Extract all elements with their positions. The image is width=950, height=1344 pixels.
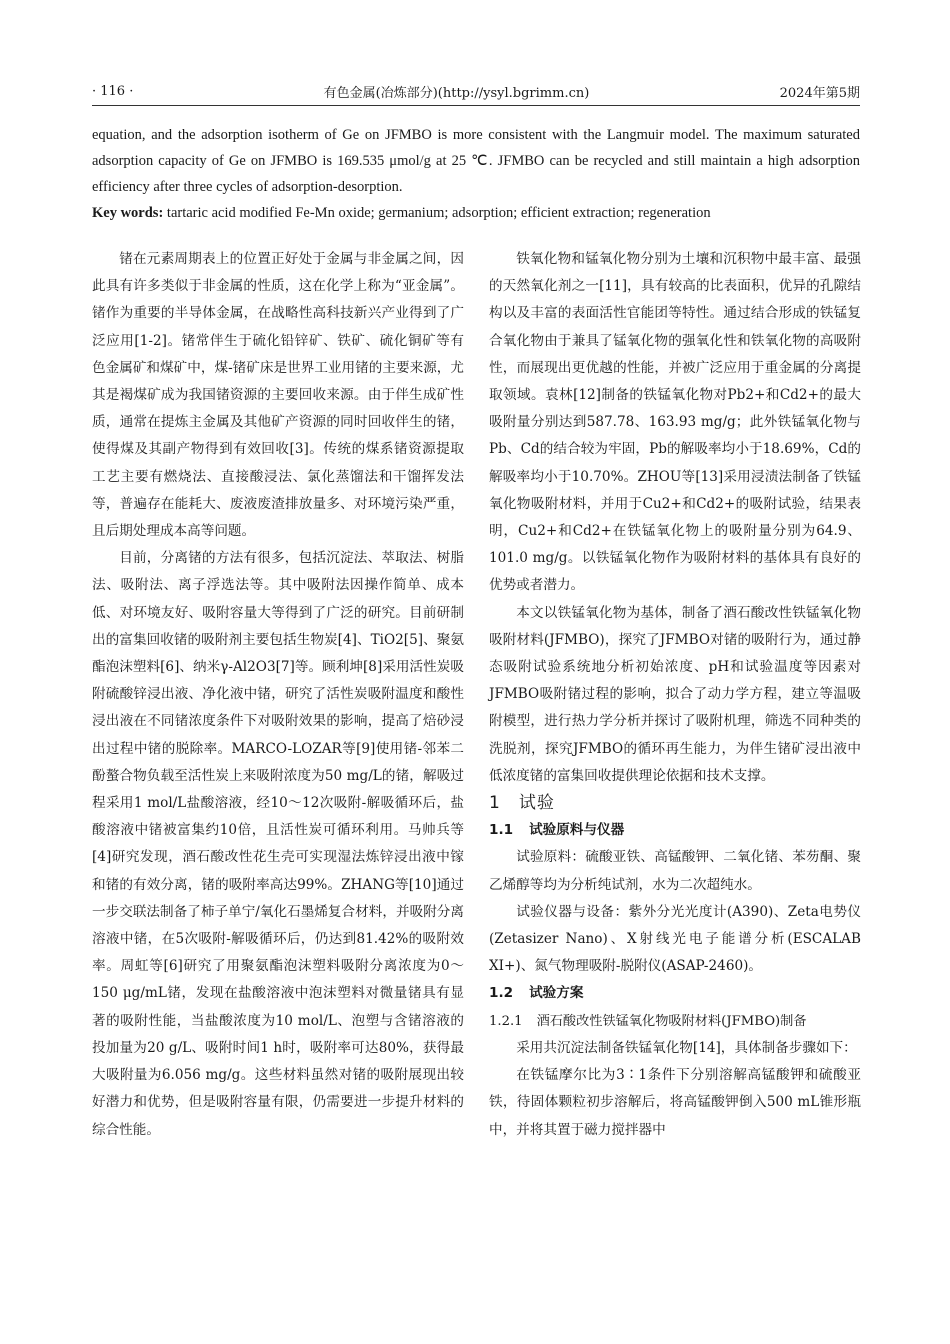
- right-column: [489, 246, 861, 1144]
- page-number: · 116 ·: [92, 83, 134, 99]
- subsection-heading: [489, 817, 861, 844]
- header-rule: [92, 105, 860, 106]
- paragraph: 试验仪器与设备：紫外分光光度计(A390)、Zeta电势仪(Zetasizer Nano)、X射线光电子能谱分析(ESCALAB XI+)、氮气物理吸附-脱附仪(ASAP-2460)。: [489, 903, 861, 975]
- section-heading: [489, 790, 861, 817]
- paragraph: 采用共沉淀法制备铁锰氧化物[14]，具体制备步骤如下：: [516, 1039, 857, 1056]
- section-number: 1: [489, 793, 501, 814]
- paragraph: 试验原料：硫酸亚铁、高锰酸钾、二氧化锗、苯芴酮、聚乙烯醇等均为分析纯试剂，水为二次超纯水。: [489, 849, 861, 893]
- paragraph: 铁氧化物和锰氧化物分别为土壤和沉积物中最丰富、最强的天然氧化剂之一[11]，具有较高的比表面积，优异的孔隙结构以及丰富的表面活性官能团等特性。通过结合形成的铁锰复合氧化物由于兼具了锰氧化物的强氧化性和铁氧化物的高吸附性，而展现出更优越的性能，并被广泛应用于重金属的分离提取领域。袁林[12]制备的铁锰氧化物对Pb2+和Cd2+的最大吸附量分别达到587.78、163.93 mg/g；此外铁锰氧化物与Pb、Cd的结合较为牢固，Pb的解吸率均小于18.69%，Cd的解吸率均小于10.70%。ZHOU等[13]采用浸渍法制备了铁锰氧化物吸附材料，并用于Cu2+和Cd2+的吸附试验，结果表明，Cu2+和Cd2+在铁锰氧化物上的吸附量分别为64.9、101.0 mg/g。以铁锰氧化物作为吸附材料的基体具有良好的优势或者潜力。: [489, 251, 861, 594]
- running-header: [92, 78, 860, 104]
- paragraph: 目前，分离锗的方法有很多，包括沉淀法、萃取法、树脂法、吸附法、离子浮选法等。其中吸附法因操作简单、成本低、对环境友好、吸附容量大等得到了广泛的研究。目前研制出的富集回收锗的吸附剂主要包括生物炭[4]、TiO2[5]、聚氨酯泡沫塑料[6]、纳米γ-Al2O3[7]等。顾利坤[8]采用活性炭吸附硫酸锌浸出液、净化液中锗，研究了活性炭吸附温度和酸性浸出液在不同锗浓度条件下对吸附效果的影响，提高了焙砂浸出过程中锗的脱除率。MARCO-LOZAR等[9]使用锗-邻苯二酚螯合物负载至活性炭上来吸附浓度为50 mg/L的锗，解吸过程采用1 mol/L盐酸溶液，经10～12次吸附-解吸循环后，盐酸溶液中锗被富集约10倍，且活性炭可循环利用。马帅兵等[4]研究发现，酒石酸改性花生壳可实现湿法炼锌浸出液中镓和锗的有效分离，锗的吸附率高达99%。ZHANG等[10]通过一步交联法制备了柿子单宁/氧化石墨烯复合材料，并吸附分离溶液中锗，在5次吸附-解吸循环后，仍达到81.42%的吸附效率。周虹等[6]研究了用聚氨酯泡沫塑料吸附分离浓度为0～150 μg/mL锗，发现在盐酸溶液中泡沫塑料对微量锗具有显著的吸附性能，当盐酸浓度为10 mol/L、泡塑与含锗溶液的投加量为20 g/L、吸附时间1 h时，吸附率可达80%，获得最大吸附量为6.056 mg/g。这些材料虽然对锗的吸附展现出较好潜力和优势，但是吸附容量有限，仍需要进一步提升材料的综合性能。: [92, 550, 464, 1138]
- keywords-label: Key words:: [92, 205, 164, 221]
- paragraph: 在铁锰摩尔比为3∶1条件下分别溶解高锰酸钾和硫酸亚铁，待固体颗粒初步溶解后，将高锰酸钾倒入500 mL锥形瓶中，并将其置于磁力搅拌器中: [489, 1067, 861, 1138]
- subsection-title: 试验原料与仪器: [529, 822, 625, 839]
- subsection-title: 试验方案: [529, 985, 584, 1002]
- abstract-text: equation, and the adsorption isotherm of Ge on JFMBO is more consistent with the Langmuir model. The maximum saturated adsorption capacity of Ge on JFMBO is 169.535 μmol/g at 25 ℃. JFMBO can be recycled and still maintain a high adsorption efficiency after three cycles of adsorption-desorption.: [92, 127, 860, 195]
- section-title: 试验: [518, 793, 555, 814]
- subsection-heading: [489, 980, 861, 1007]
- subsubsection-heading: [489, 1008, 861, 1035]
- issue-info: 2024年第5期: [779, 85, 860, 101]
- paragraph: 锗在元素周期表上的位置正好处于金属与非金属之间，因此具有许多类似于非金属的性质，这在化学上称为“亚金属”。锗作为重要的半导体金属，在战略性高科技新兴产业得到了广泛应用[1-2]。锗常伴生于硫化铅锌矿、铁矿、硫化铜矿等有色金属矿和煤矿中，煤-锗矿床是世界工业用锗的主要来源，尤其是褐煤矿成为我国锗资源的主要回收来源。由于伴生成矿性质，通常在提炼主金属及其他矿产资源的同时回收伴生的锗，使得煤及其副产物得到有效回收[3]。传统的煤系锗资源提取工艺主要有燃烧法、直接酸浸法、氯化蒸馏法和干馏挥发法等，普遍存在能耗大、废液废渣排放量多、对环境污染严重，且后期处理成本高等问题。: [92, 251, 464, 540]
- subsection-number: 1.1: [489, 822, 514, 839]
- paragraph: 本文以铁锰氧化物为基体，制备了酒石酸改性铁锰氧化物吸附材料(JFMBO)，探究了JFMBO对锗的吸附行为，通过静态吸附试验系统地分析初始浓度、pH和试验温度等因素对JFMBO吸附锗过程的影响，拟合了动力学方程，建立等温吸附模型，进行热力学分析并探讨了吸附机理，筛选不同种类的洗脱剂，探究JFMBO的循环再生能力，为伴生锗矿浸出液中低浓度锗的富集回收提供理论依据和技术支撑。: [489, 604, 861, 784]
- abstract-block: [92, 122, 860, 226]
- left-column: [92, 246, 464, 1144]
- keywords-text: tartaric acid modified Fe-Mn oxide; germanium; adsorption; efficient extraction; regeneration: [166, 205, 711, 221]
- subsubsection-title: 酒石酸改性铁锰氧化物吸附材料(JFMBO)制备: [536, 1013, 807, 1029]
- journal-name: 有色金属(冶炼部分)(http://ysyl.bgrimm.cn): [323, 85, 590, 101]
- keywords-line: [92, 200, 860, 226]
- subsection-number: 1.2: [489, 985, 514, 1002]
- subsubsection-number: 1.2.1: [489, 1013, 523, 1029]
